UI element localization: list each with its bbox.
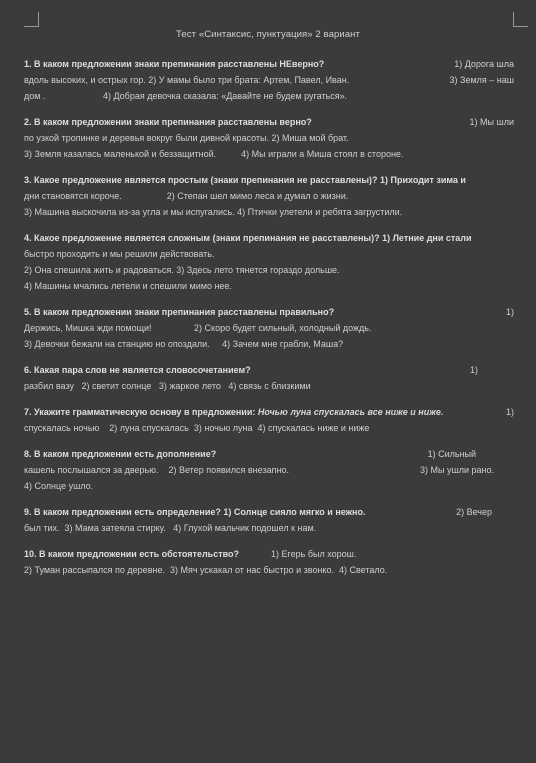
question-7 [24,404,514,436]
test-title: Тест «Синтаксис, пунктуация» 2 вариант [176,29,360,40]
question-1 [24,56,514,104]
question-2-text: 2. В каком предложении знаки препинания расставлены верно? [24,117,312,127]
question-5 [24,304,514,352]
question-6-option: 1) [469,365,478,375]
question-5-text: 5. В каком предложении знаки препинания расставлены правильно? [24,307,335,317]
question-1-options: вдоль высоких, и острых гор. 2) У мамы было три брата: Артем, Павел, Иван. [24,75,350,85]
question-4 [24,230,514,294]
questions-list [24,56,514,588]
question-8-text: 8. В каком предложении есть дополнение? [24,449,217,459]
question-8-option: 3) Мы ушли рано. [420,465,494,475]
question-10-text: 10. В каком предложении есть обстоятельство? [24,549,240,559]
question-2-options: 3) Земля казалась маленькой и беззащитной. 4) Мы играли а Миша стоял в стороне. [24,149,404,159]
question-5-options: 3) Девочки бежали на станцию но опоздали. 4) Зачем мне грабли, Маша? [24,339,344,349]
question-9-text: 9. В каком предложении есть определение? 1) Солнце сияло мягко и нежно. [24,507,366,517]
question-6 [24,362,514,394]
question-10-options: 2) Туман рассыпался по деревне. 3) Мяч ускакал от нас быстро и звонко. 4) Светало. [24,565,388,575]
question-9-option: 2) Вечер [456,507,492,517]
question-7-text: 7. Укажите грамматическую основу в предложении: [24,407,256,417]
question-8 [24,446,514,494]
question-8-options: кашель послышался за дверью. 2) Ветер появился внезапно. [24,465,289,475]
question-1-option: 1) Дорога шла [454,59,514,69]
question-2 [24,114,514,162]
question-7-option: 1) [505,407,514,417]
question-8-option: 1) Сильный [427,449,476,459]
question-8-options: 4) Солнце ушло. [24,481,94,491]
question-10-option: 1) Егерь был хорош. [271,549,357,559]
question-4-options: быстро проходить и мы решили действовать. [24,249,215,259]
question-7-sentence: Ночью луна спускалась все ниже и ниже. [257,407,444,417]
question-2-options: по узкой тропинке и деревья вокруг были дивной красоты. 2) Миша мой брат. [24,133,349,143]
question-9-options: был тих. 3) Мама затеяла стирку. 4) Глухой мальчик подошел к нам. [24,523,317,533]
question-6-text: 6. Какая пара слов не является словосочетанием? [24,365,251,375]
question-4-text: 4. Какое предложение является сложным (знаки препинания не расставлены)? 1) Летние дни стали [24,233,472,243]
question-5-option: 1) [505,307,514,317]
question-3 [24,172,514,220]
question-4-options: 2) Она спешила жить и радоваться. 3) Здесь лето тянется гораздо дольше. [24,265,340,275]
question-1-options: дом . 4) Добрая девочка сказала: «Давайте не будем ругаться». [24,91,348,101]
crop-mark-top-left [24,12,39,27]
question-10 [24,546,514,578]
question-6-options: разбил вазу 2) светит солнце 3) жаркое лето 4) связь с близкими [24,381,311,391]
question-1-option: 3) Земля – наш [449,75,514,85]
crop-mark-top-right [513,12,528,27]
question-7-options: спускалась ночью 2) луна спускалась 3) ночью луна 4) спускалась ниже и ниже [24,423,370,433]
question-5-options: Держись, Мишка жди помощи! 2) Скоро будет сильный, холодный дождь. [24,323,372,333]
question-3-options: дни становятся короче. 2) Степан шел мимо леса и думал о жизни. [24,191,349,201]
question-4-options: 4) Машины мчались летели и спешили мимо нее. [24,281,232,291]
question-1-text: 1. В каком предложении знаки препинания расставлены НЕверно? [24,59,325,69]
question-2-option: 1) Мы шли [469,117,514,127]
question-9 [24,504,514,536]
question-3-text: 3. Какое предложение является простым (знаки препинания не расставлены)? 1) Приходит зима и [24,175,466,185]
question-3-options: 3) Машина выскочила из-за угла и мы испугались. 4) Птички улетели и ребята загрустили. [24,207,403,217]
